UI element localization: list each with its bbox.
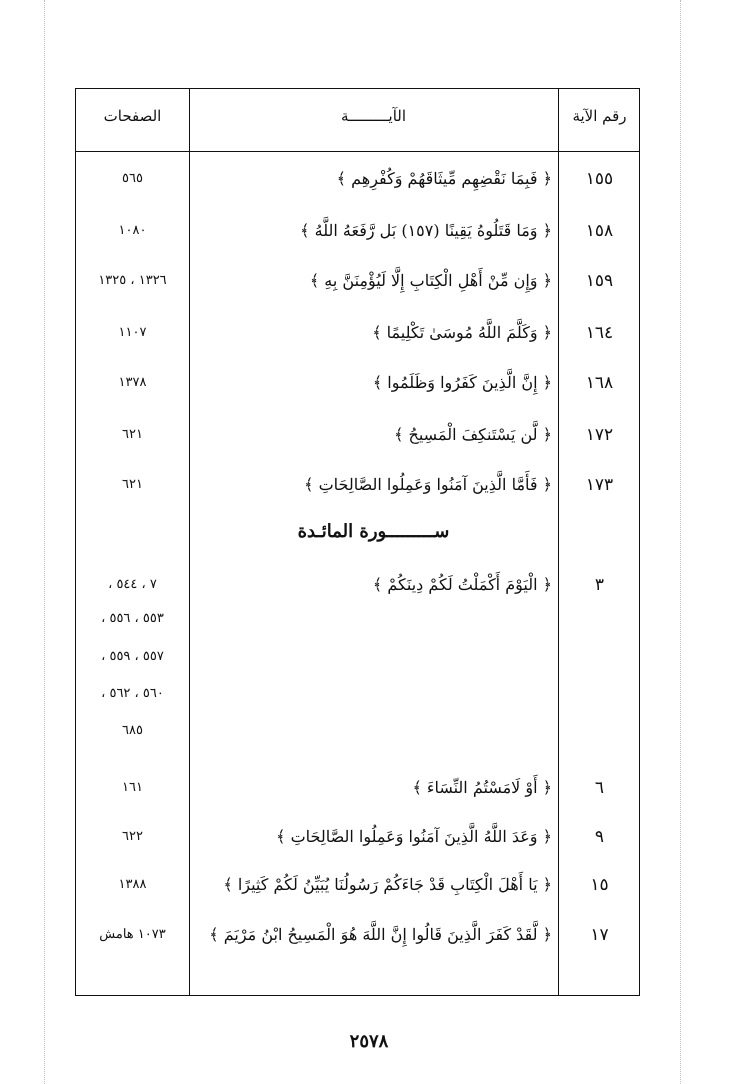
verse-number: ١٥٩ bbox=[585, 271, 614, 291]
page-number: ٢٥٧٨ bbox=[349, 1031, 389, 1052]
page-refs: ١٣٧٨ bbox=[118, 375, 147, 390]
verse-number: ٣ bbox=[594, 575, 605, 595]
index-table bbox=[75, 88, 640, 996]
page-refs: ٦٢١ bbox=[122, 477, 143, 492]
verse-text: ﴿ فَأَمَّا الَّذِينَ آمَنُوا وَعَمِلُوا الصَّالِحَاتِ ﴾ bbox=[304, 475, 552, 494]
page-refs: ١٦١ bbox=[122, 780, 143, 795]
margin-dotted-line-left bbox=[44, 0, 45, 1084]
table-row bbox=[76, 419, 641, 455]
table-row bbox=[76, 265, 641, 301]
verse-number: ١٥٨ bbox=[585, 221, 614, 241]
table-row bbox=[76, 919, 641, 955]
page-refs: ١٠٨٠ bbox=[118, 223, 147, 238]
verse-text: ﴿ يَا أَهْلَ الْكِتَابِ قَدْ جَاءَكُمْ رَسُولُنَا يُبَيِّنُ لَكُمْ كَثِيرًا ﴾ bbox=[223, 875, 552, 894]
header-pages: الصفحات bbox=[103, 107, 162, 125]
verse-number: ١٥٥ bbox=[585, 169, 614, 189]
page-refs: ١١٠٧ bbox=[118, 325, 147, 340]
verse-text: ﴿ الْيَوْمَ أَكْمَلْتُ لَكُمْ دِينَكُمْ ﴾ bbox=[372, 575, 552, 594]
table-row bbox=[76, 772, 641, 808]
verse-text: ﴿ لَّقَدْ كَفَرَ الَّذِينَ قَالُوا إِنَّ اللَّهَ هُوَ الْمَسِيحُ ابْنُ مَرْيَمَ ﴾ bbox=[209, 925, 552, 944]
page-refs: ٥٦٥ bbox=[122, 171, 143, 186]
verse-text: ﴿ فَبِمَا نَقْضِهِم مِّيثَاقَهُمْ وَكُفْرِهِم ﴾ bbox=[336, 169, 552, 188]
page-refs: ٦٢١ bbox=[122, 427, 143, 442]
verse-text: ﴿ أَوْ لَامَسْتُمُ النِّسَاءَ ﴾ bbox=[412, 778, 552, 797]
table-row bbox=[76, 569, 641, 605]
header-verse-number: رقم الآية bbox=[572, 107, 627, 125]
table-row bbox=[76, 367, 641, 403]
verse-number: ٩ bbox=[594, 827, 605, 847]
verse-number: ١٧٣ bbox=[585, 475, 614, 495]
table-row bbox=[76, 469, 641, 505]
verse-number: ١٧ bbox=[590, 925, 609, 945]
page-refs: ١٣٢٦ ، ١٣٢٥ bbox=[98, 273, 167, 288]
page-refs-continued: ٦٨٥ bbox=[122, 723, 143, 738]
verse-text: ﴿ وَعَدَ اللَّهُ الَّذِينَ آمَنُوا وَعَمِلُوا الصَّالِحَاتِ ﴾ bbox=[276, 827, 552, 846]
table-row bbox=[76, 869, 641, 905]
verse-number: ١٦٤ bbox=[585, 323, 614, 343]
verse-text: ﴿ وَمَا قَتَلُوهُ يَقِينًا (١٥٧) بَل رَّفَعَهُ اللَّهُ ﴾ bbox=[300, 221, 552, 240]
page-refs-continued: ٥٥٧ ، ٥٥٩ ، bbox=[101, 649, 164, 664]
header-divider bbox=[76, 151, 639, 152]
verse-text: ﴿ وَكَلَّمَ اللَّهُ مُوسَىٰ تَكْلِيمًا ﴾ bbox=[372, 323, 552, 342]
page-refs: ٧ ، ٥٤٤ ، bbox=[108, 577, 157, 592]
header-verse: الآيـــــــــة bbox=[340, 107, 407, 125]
surah-heading: ســـــــــورة المائـدة bbox=[297, 521, 450, 542]
table-row bbox=[76, 821, 641, 857]
verse-number: ١٧٢ bbox=[585, 425, 614, 445]
verse-number: ٦ bbox=[594, 778, 605, 798]
page-refs: ١٠٧٣ هامش bbox=[99, 927, 166, 942]
verse-number: ١٦٨ bbox=[585, 373, 614, 393]
margin-dotted-line-right bbox=[680, 0, 681, 1084]
verse-text: ﴿ إِنَّ الَّذِينَ كَفَرُوا وَظَلَمُوا ﴾ bbox=[372, 373, 552, 392]
table-row bbox=[76, 215, 641, 251]
verse-text: ﴿ لَّن يَسْتَنكِفَ الْمَسِيحُ ﴾ bbox=[394, 425, 552, 444]
page-refs-continued: ٥٥٣ ، ٥٥٦ ، bbox=[101, 611, 164, 626]
table-row bbox=[76, 317, 641, 353]
page-refs: ٦٢٢ bbox=[122, 829, 143, 844]
verse-number: ١٥ bbox=[590, 875, 609, 895]
table-row bbox=[76, 163, 641, 199]
page-refs: ١٣٨٨ bbox=[118, 877, 147, 892]
verse-text: ﴿ وَإِن مِّنْ أَهْلِ الْكِتَابِ إِلَّا لَيُؤْمِنَنَّ بِهِ ﴾ bbox=[309, 271, 552, 290]
page-refs-continued: ٥٦٠ ، ٥٦٢ ، bbox=[101, 686, 164, 701]
